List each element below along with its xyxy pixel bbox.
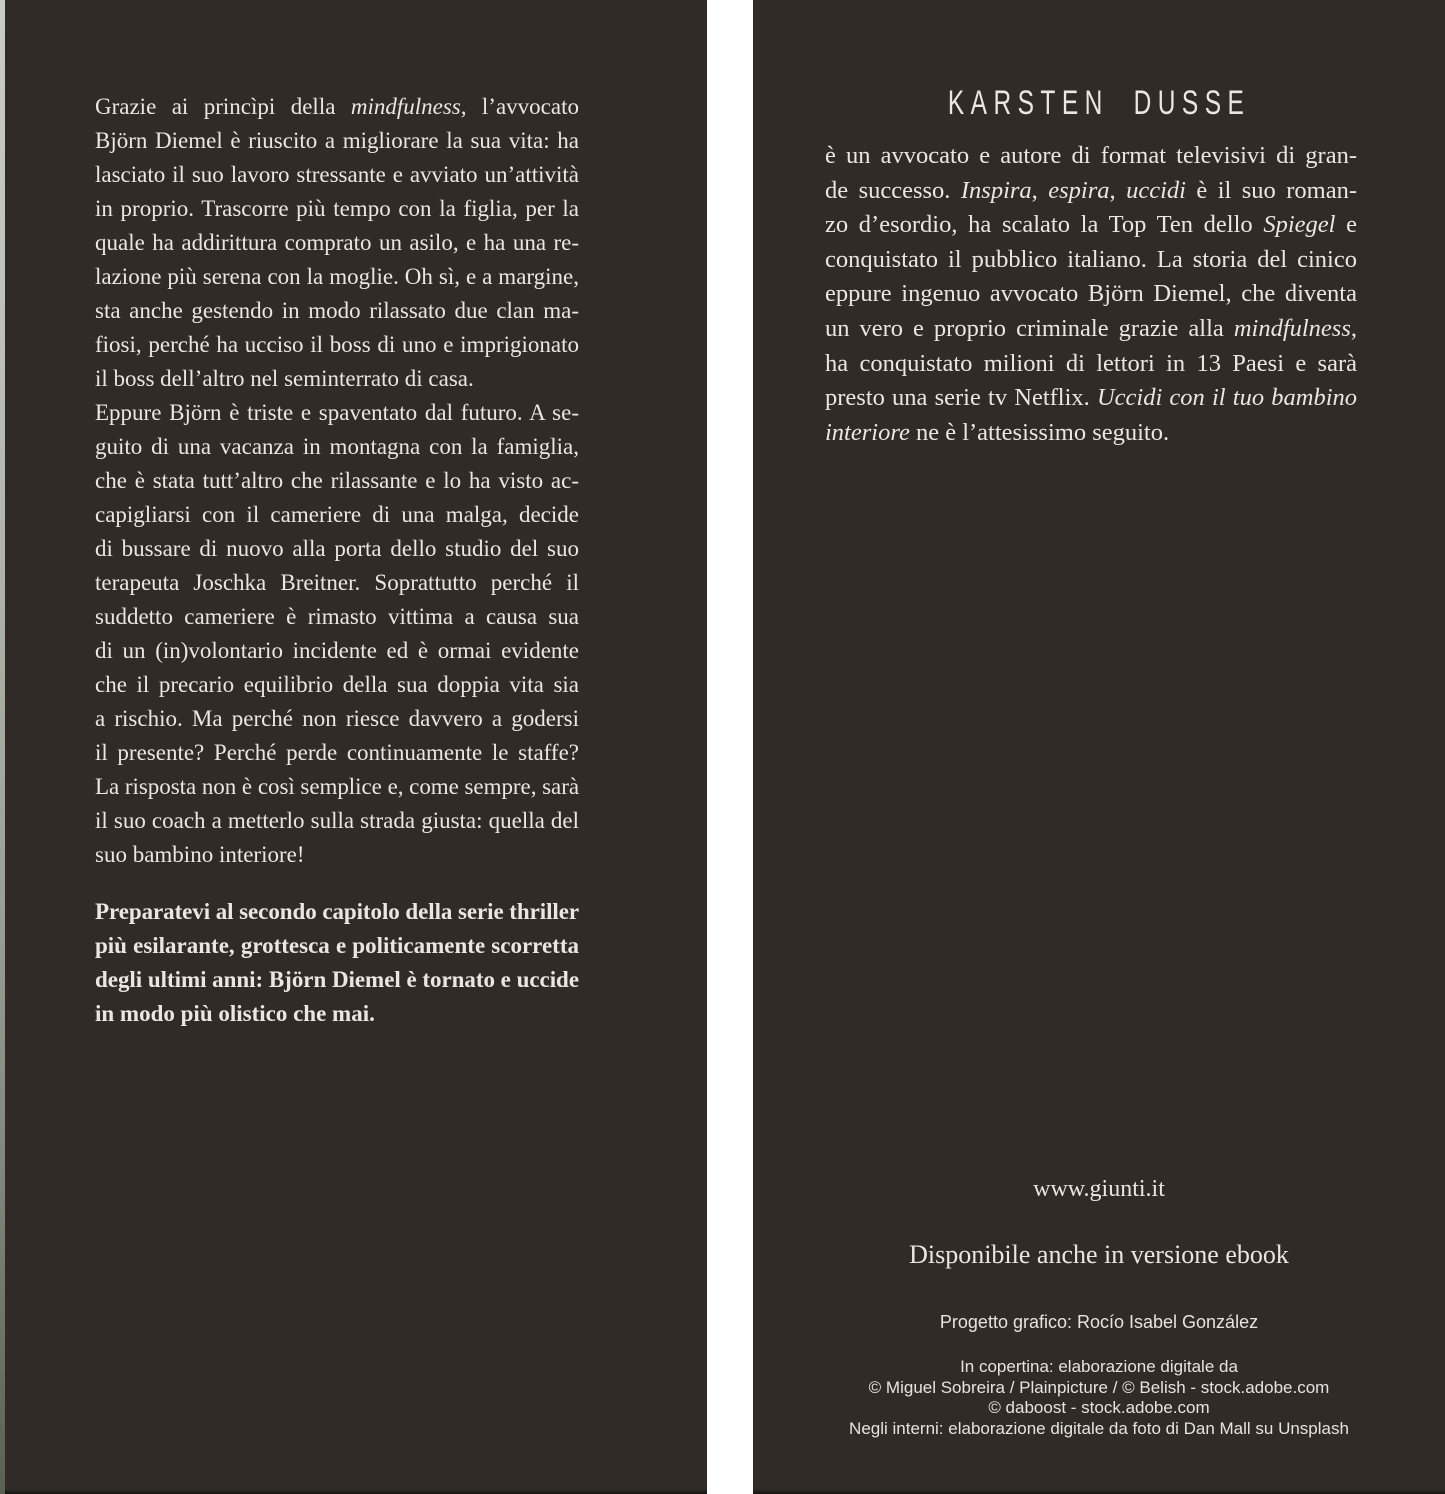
text-line: che è stata tutt’altro che rilassante e lo ha visto ac- xyxy=(95,468,579,493)
synopsis-closing-paragraph xyxy=(95,895,579,1031)
author-name-heading xyxy=(753,84,1445,123)
text-line: il boss dell’altro nel seminterrato di casa. xyxy=(95,366,474,391)
text-line: lasciato il suo lavoro stressante e avviato un’attività xyxy=(95,162,579,187)
text-line: di un (in)volontario incidente ed è ormai evidente xyxy=(95,638,579,663)
text-line: di bussare di nuovo alla porta dello studio del suo xyxy=(95,536,580,561)
text-line: Björn Diemel è riuscito a migliorare la sua vita: ha xyxy=(95,128,579,153)
text-line: de successo. Inspira, espira, uccidi è il suo roman- xyxy=(825,176,1358,204)
text-line: che il precario equilibrio della sua doppia vita sia xyxy=(95,672,579,697)
image-credits xyxy=(753,1357,1445,1439)
text-line: il presente? Perché perde continuamente le staffe? xyxy=(95,740,579,765)
text-line: fiosi, perché ha ucciso il boss di uno e imprigionato xyxy=(95,332,579,357)
back-flap-panel xyxy=(753,0,1445,1494)
text-line: terapeuta Joschka Breitner. Soprattutto perché il xyxy=(95,570,579,595)
text-line: interiore ne è l’attesissimo seguito. xyxy=(825,418,1170,446)
text-line: degli ultimi anni: Björn Diemel è tornato e uccide xyxy=(95,967,579,992)
synopsis-paragraph-2 xyxy=(95,396,579,872)
text-line: più esilarante, grottesca e politicamente scorretta xyxy=(95,933,579,958)
text-line: presto una serie tv Netflix. Uccidi con il tuo bambino xyxy=(825,384,1357,412)
text-line: suo bambino interiore! xyxy=(95,842,305,867)
author-bio-text xyxy=(825,139,1357,450)
text-line: sta anche gestendo in modo rilassato due clan ma- xyxy=(95,298,579,323)
synopsis-paragraph-1 xyxy=(95,90,579,396)
ebook-availability-note: Disponibile anche in versione ebook xyxy=(909,1240,1289,1269)
author-name: KARSTEN DUSSE xyxy=(947,84,1251,122)
text-line: zo d’esordio, ha scalato la Top Ten dello Spiegel e xyxy=(825,211,1357,239)
text-line: guito di una vacanza in montagna con la famiglia, xyxy=(95,434,580,459)
text-line: in modo più olistico che mai. xyxy=(95,1001,375,1026)
text-line: ha conquistato milioni di lettori in 13 Paesi e sarà xyxy=(825,349,1357,377)
text-line: un vero e proprio criminale grazie alla mindfulness, xyxy=(825,314,1357,342)
text-line: quale ha addirittura comprato un asilo, e ha una re- xyxy=(95,230,579,255)
text-line: eppure ingenuo avvocato Björn Diemel, che diventa xyxy=(825,280,1357,308)
publisher-website: www.giunti.it xyxy=(1033,1176,1165,1202)
text-line: suddetto cameriere è rimasto vittima a causa sua xyxy=(95,604,579,629)
text-line: © daboost - stock.adobe.com xyxy=(988,1398,1210,1417)
text-line: In copertina: elaborazione digitale da xyxy=(960,1357,1238,1376)
text-line: in proprio. Trascorre più tempo con la figlia, per la xyxy=(95,196,579,221)
text-line: è un avvocato e autore di format televisivi di gran- xyxy=(825,142,1357,169)
text-line: © Miguel Sobreira / Plainpicture / © Belish - stock.adobe.com xyxy=(868,1377,1330,1397)
text-line: a rischio. Ma perché non riesce davvero a godersi xyxy=(95,706,579,731)
text-line: conquistato il pubblico italiano. La storia del cinico xyxy=(825,245,1357,273)
text-line: Grazie ai princìpi della mindfulness, l’avvocato xyxy=(95,94,579,119)
text-line: Negli interni: elaborazione digitale da foto di Dan Mall su Unsplash xyxy=(849,1418,1349,1438)
text-line: capigliarsi con il cameriere di una malga, decide xyxy=(95,502,579,527)
text-line: lazione più serena con la moglie. Oh sì, e a margine, xyxy=(95,264,579,289)
text-line: Preparatevi al secondo capitolo della serie thriller xyxy=(95,899,579,924)
text-line: il suo coach a metterlo sulla strada giusta: quella del xyxy=(95,808,579,833)
design-credit: Progetto grafico: Rocío Isabel González xyxy=(939,1312,1259,1332)
left-flap-panel xyxy=(5,0,707,1494)
text-line: Eppure Björn è triste e spaventato dal futuro. A se- xyxy=(95,400,579,425)
text-line: La risposta non è così semplice e, come sempre, sarà xyxy=(95,774,579,799)
synopsis-text xyxy=(95,90,579,1031)
